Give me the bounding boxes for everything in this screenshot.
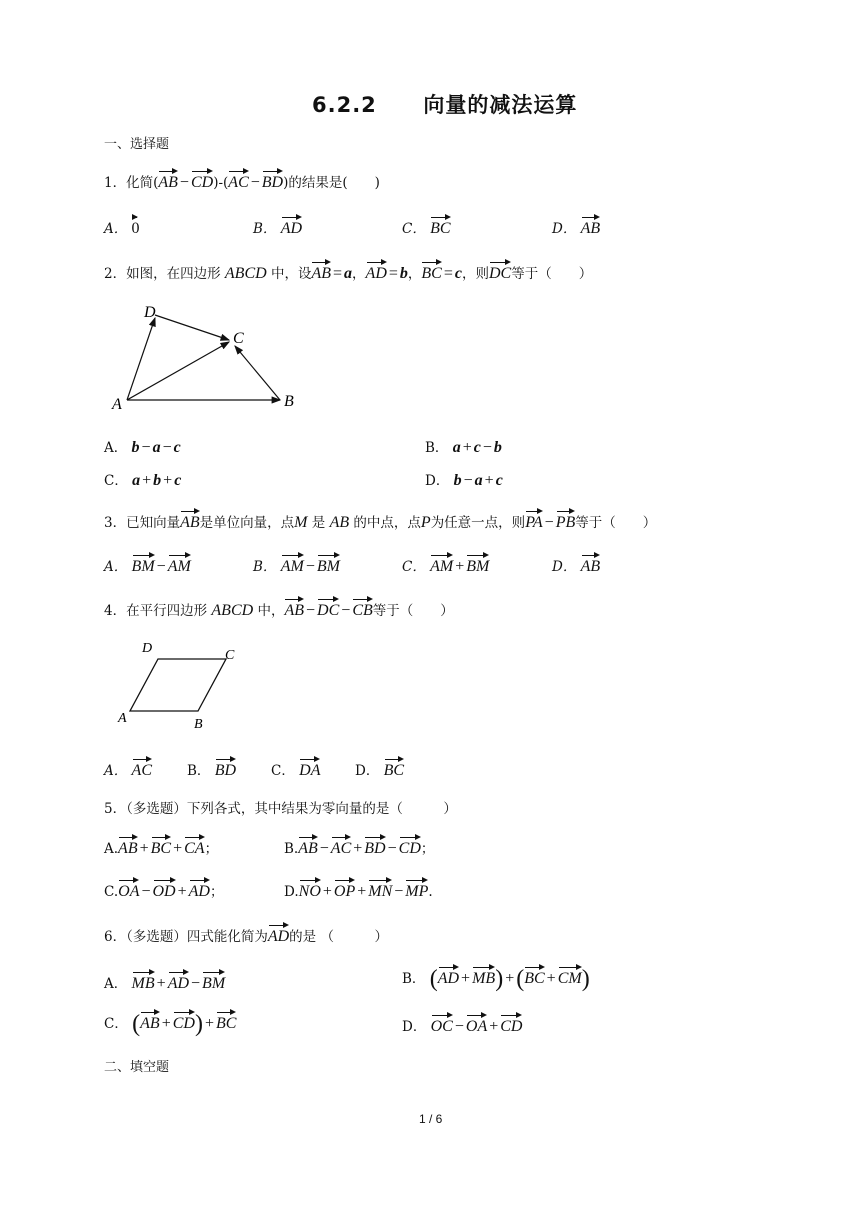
point-label-c: C [225,648,235,663]
vector: AB [581,216,601,237]
point-label-a: A [118,711,127,726]
vector: AB [158,170,178,191]
vector: BC [216,1011,236,1032]
vector: BC [524,966,544,987]
vector: AM [430,554,453,575]
vector: AB [284,598,304,619]
q6-option-d: D． OC − OA + CD [402,1014,522,1036]
q5-option-d: D.NO + OP + MN − MP. [284,879,433,901]
vector: CM [558,966,582,987]
vector: AD [168,971,189,992]
q1-option-a: A． 0 [104,216,140,237]
vector: AM [168,554,191,575]
vector: CD [173,1011,195,1032]
vector: AB [311,261,331,282]
vector: PA [525,510,542,531]
q4-option-b: B． BD [187,758,236,779]
page-title [312,89,577,119]
vector: BM [132,554,155,575]
vector: BM [317,554,340,575]
vector-dc [155,315,229,340]
vector: BC [421,261,441,282]
q6-option-a: A． MB + AD − BM [104,971,225,993]
vector: BD [262,170,283,191]
vector: MB [132,971,155,992]
q2-option-a: A． b − a − c [104,439,181,456]
vector: CA [184,836,204,857]
q5-option-c: C.OA − OD + AD； [104,879,223,901]
vector: AD [366,261,387,282]
vector: DC [489,261,511,282]
vector: AD [438,966,459,987]
q6-option-c: C． (AB + CD) + BC [104,1011,237,1037]
vector: BC [430,216,450,237]
point-label-b: B [194,717,203,732]
vector: OD [153,879,176,900]
point-label-b: B [284,393,294,410]
vector: BC [384,758,404,779]
vector: AB [180,510,200,531]
vector: OA [466,1014,487,1035]
vector: CD [399,836,421,857]
question-4: 4．在平行四边形 ABCD 中，AB − DC − CB等于（ ） [104,598,454,620]
q3-option-c: C． AM + BM [402,554,489,576]
q4-option-c: C． DA [271,758,320,779]
vector: DA [299,758,320,779]
vector: PB [556,510,576,531]
question-3: 3．已知向量AB是单位向量，点M 是 AB 的中点，点P为任意一点，则PA − PB等于（ ） [104,510,656,532]
point-label-a: A [112,396,122,413]
q4-option-d: D． BC [355,758,404,779]
q2-option-c: C． a + b + c [104,472,182,489]
point-label-d: D [142,641,153,656]
vector: AM [281,554,304,575]
q2-option-d: D． b − a + c [425,472,503,489]
vector: CD [500,1014,522,1035]
section-heading-choice: 一、选择题 [104,137,170,152]
vector: DC [317,598,339,619]
q3-option-b: B． AM − BM [253,554,340,576]
q5-option-a: A.AB + BC + CA； [104,836,218,858]
vector: BD [215,758,236,779]
vector: BM [466,554,489,575]
vector: AB [140,1011,160,1032]
point-label-d: D [144,304,156,321]
q5-option-b: B.AB − AC + BD − CD； [284,836,434,858]
vector: MB [472,966,495,987]
vector: MN [368,879,392,900]
q1-option-b: B． AD [253,216,302,237]
vector: MP [405,879,428,900]
vector: BC [151,836,171,857]
question-1: 1．化简(AB − CD)-(AC − BD)的结果是( ) [104,170,380,192]
q4-option-a: A． AC [104,758,152,779]
vector: AB [118,836,138,857]
vector: OC [431,1014,453,1035]
parallelogram-figure [112,636,252,734]
page-number: 1 / 6 [419,1112,443,1126]
vector: CD [191,170,213,191]
vector: AD [281,216,302,237]
question-6: 6．（多选题）四式能化简为AD的是 （ ） [104,924,388,945]
vector: AD [268,924,289,945]
vector: CB [352,598,372,619]
parallelogram-shape [130,659,226,711]
q1-option-c: C． BC [402,216,451,237]
q3-option-a: A． BM − AM [104,554,191,576]
title-text: 向量的减法运算 [423,93,578,117]
question-2: 2．如图，在四边形 ABCD 中，设AB = a，AD = b，BC = c，则DC等于（ ） [104,261,592,283]
vector: AC [132,758,152,779]
point-label-c: C [233,330,244,347]
zero-vector: 0 [132,216,140,237]
section-heading-fill: 二、填空题 [104,1060,170,1075]
vector: OA [118,879,139,900]
vector: BD [364,836,385,857]
title-number: 6.2.2 [312,93,377,117]
q1-option-d: D． AB [552,216,600,237]
vector: AD [189,879,210,900]
vector-ac [127,342,229,400]
q2-option-b: B． a + c − b [425,439,502,456]
vector: NO [299,879,321,900]
q3-option-d: D． AB [552,554,600,575]
vector-bc [235,346,280,400]
vector: AC [228,170,248,191]
vector: AC [331,836,351,857]
vector: BM [202,971,225,992]
question-5: 5．（多选题）下列各式，其中结果为零向量的是（ ） [104,801,457,817]
vector: AB [581,554,601,575]
vector: AB [298,836,318,857]
vector: OP [334,879,355,900]
vector-ad [127,318,155,400]
quadrilateral-figure [104,298,314,418]
q6-option-b: B． (AD + MB) +(BC + CM) [402,966,590,992]
